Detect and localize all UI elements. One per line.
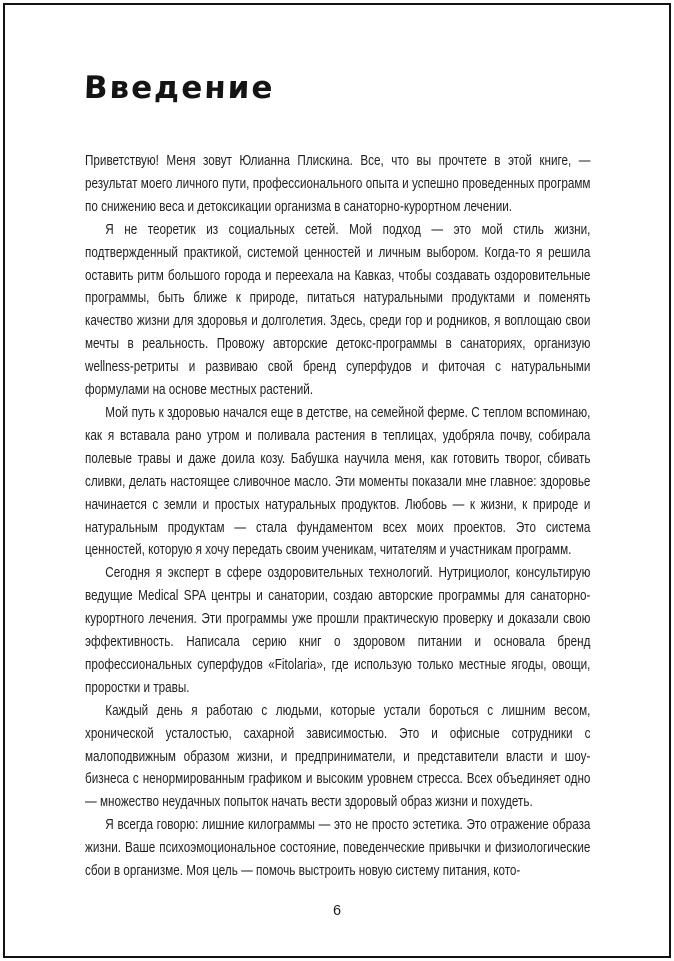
- paragraph: Каждый день я работаю с людьми, которые устали бороться с лишним весом, хронической усталостью, сахарной зависимостью. Это и офисные сотрудники с малоподвижным образом жизни, и предприниматели, и представители власти и шоу-бизнеса с ненормированным графиком и высоким уровнем стресса. Всех объединяет одно — множество неудачных попыток начать вести здоровый образ жизни и похудеть.: [85, 701, 591, 811]
- paragraph: Я всегда говорю: лишние килограммы — это не просто эстетика. Это отражение образа жизни. Ваше психоэмоциональное состояние, поведенческие привычки и физиологические сбои в организме. Моя цель — помочь выстроить новую систему питания, кото-: [85, 816, 591, 880]
- chapter-title: Введение: [83, 70, 276, 106]
- paragraph: Приветствую! Меня зовут Юлианна Плискина. Все, что вы прочтете в этой книге, — результат моего личного пути, профессионального опыта и успешно проведенных программ по снижению веса и детоксикации организма в санаторно-курортном лечении.: [85, 152, 591, 215]
- page-number: 6: [332, 903, 342, 919]
- paragraph: Я не теоретик из социальных сетей. Мой подход — это мой стиль жизни, подтвержденный практикой, системой ценностей и личным выбором. Когда-то я решила оставить ритм большого города и переехала на Кавказ, чтобы создавать оздоровительные программы, быть ближе к природе, питаться натуральными продуктами и поменять качество жизни для здоровья и долголетия. Здесь, среди гор и родников, я воплощаю свои мечты в реальность. Провожу авторские детокс-программы в санаториях, организую wellness-ретриты и развиваю свой бренд суперфудов и фиточая с натуральными формулами на основе местных растений.: [85, 220, 591, 399]
- paragraph: Мой путь к здоровью начался еще в детстве, на семейной ферме. С теплом вспоминаю, как я вставала рано утром и поливала растения в теплицах, удобряла почву, собирала полевые травы и даже доила козу. Бабушка научила меня, как готовить творог, сбивать сливки, делать настоящее сливочное масло. Эти моменты показали мне главное: здоровье начинается с земли и простых натуральных продуктов. Любовь — к жизни, к природе и натуральным продуктам — стала фундаментом всех моих проектов. Это система ценностей, которую я хочу передать своим ученикам, читателям и участникам программ.: [85, 403, 591, 559]
- paragraph: Сегодня я эксперт в сфере оздоровительных технологий. Нутрициолог, консультирую ведущие Medical SPA центры и санатории, создаю авторские программы для санаторно-курортного лечения. Эти программы уже прошли практическую проверку и доказали свою эффективность. Написала серию книг о здоровом питании и основала бренд профессиональных суперфудов «Fitolaria», где использую только местные ягоды, овощи, проростки и травы.: [85, 564, 591, 696]
- body-text: [85, 150, 590, 883]
